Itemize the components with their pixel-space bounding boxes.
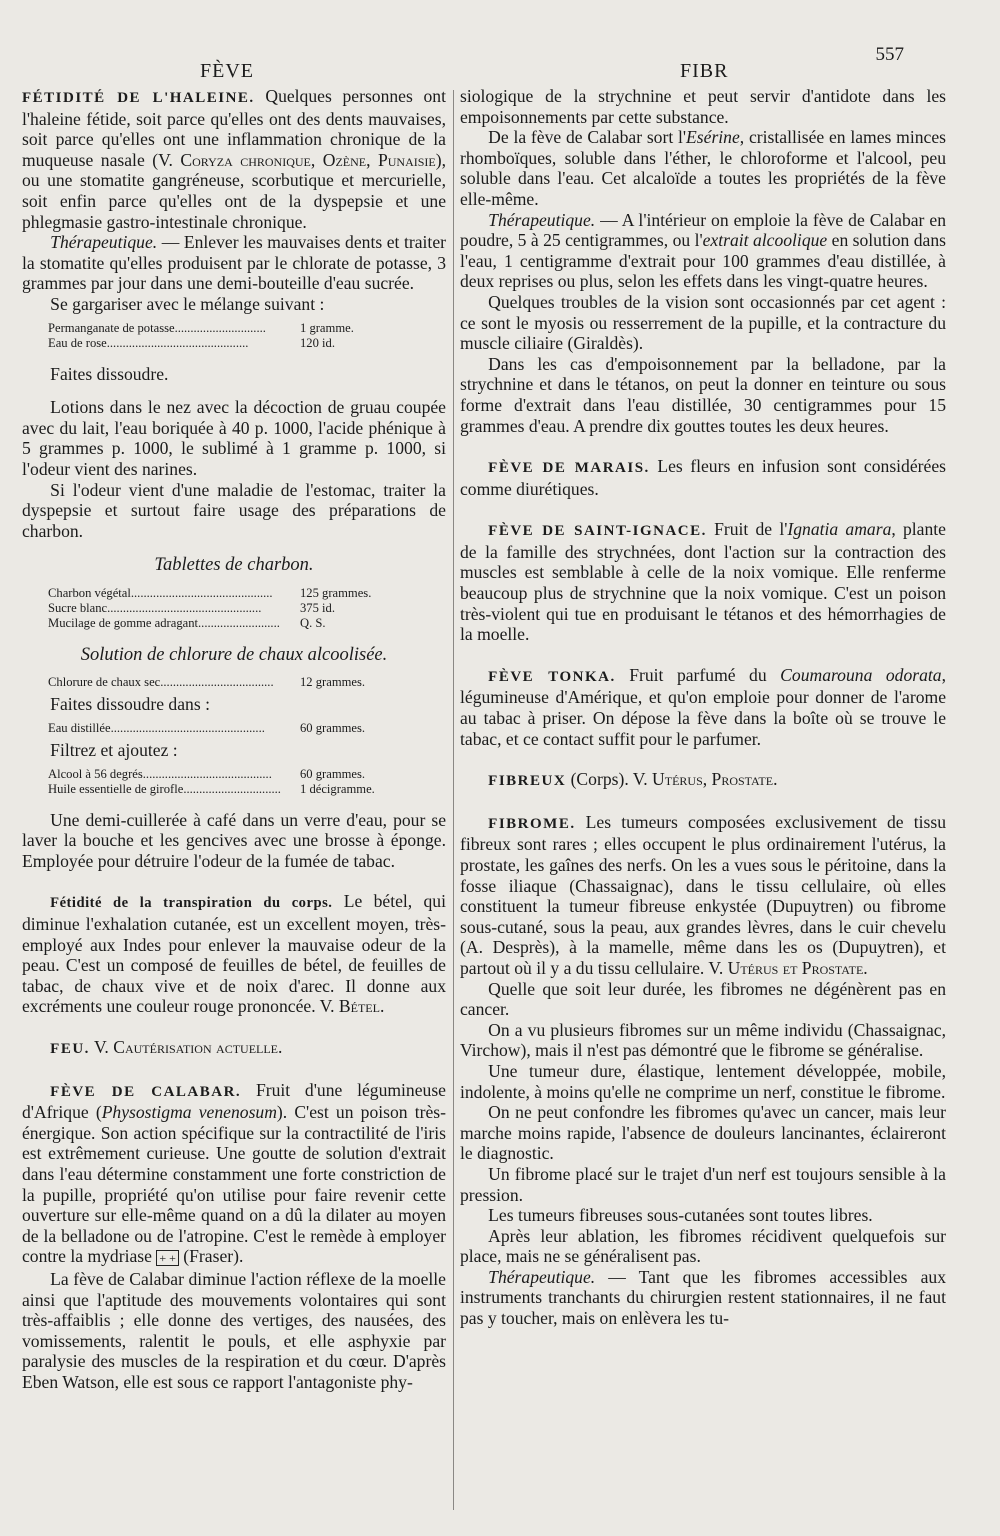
paragraph: De la fève de Calabar sort l'Esérine, cristallisée en lames minces rhomboïques, soluble dans l'éther, le chloroforme et l'alcool, peu soluble dans l'eau. Cet alcaloïde a toutes les propriétés de la fève elle-même. — [460, 127, 946, 209]
recipe-row: Eau distillée................................................. 60 grammes. — [48, 721, 366, 736]
recipe-chlorure — [22, 675, 446, 690]
recipe-row: Alcool à 56 degrés......................................... 60 grammes. — [48, 766, 366, 781]
paragraph: Se gargariser avec le mélange suivant : — [50, 293, 325, 314]
entry-term: FÈVE DE MARAIS. — [488, 460, 650, 477]
right-column — [460, 86, 946, 1329]
paragraph: siologique de la strychnine et peut servir d'antidote dans les empoisonnements par cette substance. — [460, 86, 946, 127]
boxed-symbol: + + — [156, 1250, 179, 1266]
recipe-row: Sucre blanc................................................. 375 id. — [48, 600, 335, 615]
paragraph: Filtrez et ajoutez : — [50, 740, 178, 761]
paragraph: Une tumeur dure, élastique, lentement développée, mobile, indolente, à moins qu'elle ne comprime un nerf, constitue le fibrome. — [460, 1060, 946, 1102]
paragraph: Une demi-cuillerée à café dans un verre d'eau, pour se laver la bouche et les gencives avec une brosse à éponge. Employée pour détruire l'odeur de la fumée de tabac. — [22, 809, 446, 871]
entry-feve-calabar: FÈVE DE CALABAR. Fruit d'une légumineuse d'Afrique (Physostigma venenosum). C'est un poison très-énergique. Son action spécifique sur la contractilité de l'iris est extrêmement curieuse. Une goutte de solution d'extrait dans l'eau détermine constamment une forte constriction de la pupille, propriété qu'on utilise pour faire revenir cette ouverture sur elle-même quand on a dû la dilater au moyen de la belladone ou de l'atropine. C'est le remède à employer contre la mydriase + + (Fraser). — [22, 1079, 446, 1267]
entry-fibreux: FIBREUX (Corps). V. Utérus, Prostate. — [488, 769, 778, 790]
entry-fibrome: FIBROME. Les tumeurs composées exclusivement de tissu fibreux sont rares ; elles occupent le plus ordinairement l'utérus, la prostate, les gaînes des nerfs. On les a vues sous le péritoine, dans la fosse iliaque (Chassaignac), dans le tissu cellulaire, où elles constituent la tumeur fibreuse enkystée (Dupuytren) ou fibrome sous-cutané, sous la peau, aux grandes lèvres, dans le cuir chevelu (A. Desprès), à la mamelle, même dans les os (Dupuytren), et partout où il y a du tissu cellulaire. V. Utérus et Prostate. — [460, 811, 946, 978]
running-head-left: FÈVE — [200, 60, 254, 82]
entry-term: FEU. — [50, 1041, 90, 1057]
paragraph: On ne peut confondre les fibromes qu'avec un cancer, mais leur marche moins rapide, l'absence de douleurs lancinantes, éclaireront le diagnostic. — [460, 1102, 946, 1164]
entry-term: FIBREUX — [488, 773, 567, 790]
paragraph: Quelle que soit leur durée, les fibromes ne dégénèrent pas en cancer. — [460, 978, 946, 1020]
entry-feve-marais: FÈVE DE MARAIS. Les fleurs en infusion sont considérées comme diurétiques. — [460, 456, 946, 499]
recipe-charbon — [22, 586, 446, 631]
paragraph: Un fibrome placé sur le trajet d'un nerf est toujours sensible à la pression. — [460, 1163, 946, 1205]
recipe-alcool — [22, 767, 446, 797]
recipe-row: Huile essentielle de girofle............................... 1 décigramme. — [48, 781, 375, 796]
paragraph: Si l'odeur vient d'une maladie de l'estomac, traiter la dyspepsie et surtout faire usage des préparations de charbon. — [22, 479, 446, 541]
paragraph: Thérapeutique. — Enlever les mauvaises dents et traiter la stomatite qu'elles produisent par le chlorate de potasse, 3 grammes par jour dans une demi-bouteille d'eau sucrée. — [22, 232, 446, 294]
paragraph: Après leur ablation, les fibromes récidivent quelquefois sur place, mais ne se généralisent pas. — [460, 1225, 946, 1267]
paragraph: Lotions dans le nez avec la décoction de gruau coupée avec du lait, l'eau boriquée à 40 p. 1000, l'acide phénique à 5 grammes p. 1000, le sublimé à 1 gramme p. 1000, si l'odeur vient des narines. — [22, 397, 446, 479]
paragraph: Dans les cas d'empoisonnement par la belladone, par la strychnine et dans le tétanos, on peut la donner en teinture ou sous forme d'extrait dans l'eau distillée, 30 centigrammes pour 15 grammes d'eau. A prendre dix gouttes toutes les deux heures. — [460, 353, 946, 436]
recipe-row: Charbon végétal............................................. 125 grammes. — [48, 585, 372, 600]
paragraph: Thérapeutique. — Tant que les fibromes accessibles aux instruments tranchants du chirurgien restent stationnaires, il ne faut pas y toucher, mais on enlèvera les tu- — [460, 1266, 946, 1329]
paragraph: Quelques troubles de la vision sont occasionnés par cet agent : ce sont le myosis ou resserrement de la pupille, et la contracture du muscle ciliaire (Giraldès). — [460, 291, 946, 354]
page-number: 557 — [875, 44, 904, 65]
entry-term: FIBROME. — [488, 815, 576, 832]
recipe-eau — [22, 721, 446, 736]
left-column — [22, 86, 446, 1393]
entry-feve-saint-ignace: FÈVE DE SAINT-IGNACE. Fruit de l'Ignatia amara, plante de la famille des strychnées, dont l'action sur la contraction des muscles est semblable à celle de la noix vomique. Elle renferme beaucoup plus de strychnine que la noix vomique. C'est un poison très-violent qui tue en produisant le tétanos et des hémorrhagies de la moelle. — [460, 519, 946, 645]
running-head-center: FIBR — [680, 60, 729, 82]
recipe-row: Mucilage de gomme adragant.......................... Q. S. — [48, 615, 326, 630]
recipe-row: Permanganate de potasse............................. 1 gramme. — [48, 320, 354, 335]
recipe-row: Chlorure de chaux sec.................................... 12 grammes. — [48, 675, 366, 690]
entry-term: FÈVE DE CALABAR. — [50, 1083, 242, 1100]
entry-term: FÈVE DE SAINT-IGNACE. — [488, 523, 707, 540]
paragraph: Thérapeutique. — A l'intérieur on emploie la fève de Calabar en poudre, 5 à 25 centigrammes, ou l'extrait alcoolique en solution dans l'eau, 1 centigramme d'extrait pour 100 grammes d'eau distillée, à deux reprises ou plus, selon les effets dans les vingt-quatre heures. — [460, 209, 947, 292]
paragraph: Faites dissoudre. — [50, 363, 169, 384]
entry-feve-tonka: FÈVE TONKA. Fruit parfumé du Coumarouna odorata, légumineuse d'Amérique, et qu'on emploie pour donner de l'arome au tabac à priser. On dépose la fève dans la boîte où se trouve le tabac, et ce contact suffit pour le parfumer. — [460, 664, 946, 749]
entry-fetidite-haleine: FÉTIDITÉ DE L'HALEINE. Quelques personnes ont l'haleine fétide, soit parce qu'elles ont des dents mauvaises, soit parce qu'elles ont une inflammation chronique de la muqueuse nasale (V. Coryza chronique, Ozène, Punaisie), ou une stomatite gangréneuse, scorbutique et mercurielle, soit enfin parce qu'elles ont de la dyspepsie et une phlegmasie gastro-intestinale chronique. — [22, 86, 446, 232]
paragraph: Faites dissoudre dans : — [50, 694, 210, 715]
recipe-title: Tablettes de charbon. — [154, 555, 314, 576]
paragraph: La fève de Calabar diminue l'action réflexe de la moelle ainsi que l'aptitude des mouvements volontaires qui sont très-affaiblis ; elle donne des vertiges, des nausées, des vomissements, ralentit le pouls, et elle asphyxie par paralysie des muscles de la respiration et du cœur. D'après Eben Watson, elle est sous ce rapport l'antagoniste phy- — [22, 1268, 446, 1392]
paragraph: Les tumeurs fibreuses sous-cutanées sont toutes libres. — [488, 1205, 873, 1226]
column-divider — [453, 90, 454, 1510]
paragraph: On a vu plusieurs fibromes sur un même individu (Chassaignac, Virchow), mais il n'est pas démontré que le fibrome se généralise. — [460, 1019, 946, 1061]
recipe-permanganate — [22, 321, 446, 351]
entry-term: FÉTIDITÉ DE L'HALEINE. — [22, 90, 255, 106]
entry-feu: FEU. V. Cautérisation actuelle. — [50, 1037, 283, 1057]
entry-fetidite-transpiration: Fétidité de la transpiration du corps. Le bétel, qui diminue l'exhalation cutanée, est un excellent moyen, très-employé aux Indes pour enlever la mauvaise odeur de la peau. C'est un composé de feuilles de bétel, de feuilles de tabac, de chaux vive et de noix d'arec. Il donne aux excréments une couleur rouge prononcée. V. Bétel. — [22, 891, 446, 1017]
entry-term: Fétidité de la transpiration du corps. — [50, 895, 333, 912]
entry-term: FÈVE TONKA. — [488, 668, 616, 685]
recipe-title: Solution de chlorure de chaux alcoolisée. — [80, 644, 388, 665]
recipe-row: Eau de rose............................................. 120 id. — [48, 335, 335, 350]
